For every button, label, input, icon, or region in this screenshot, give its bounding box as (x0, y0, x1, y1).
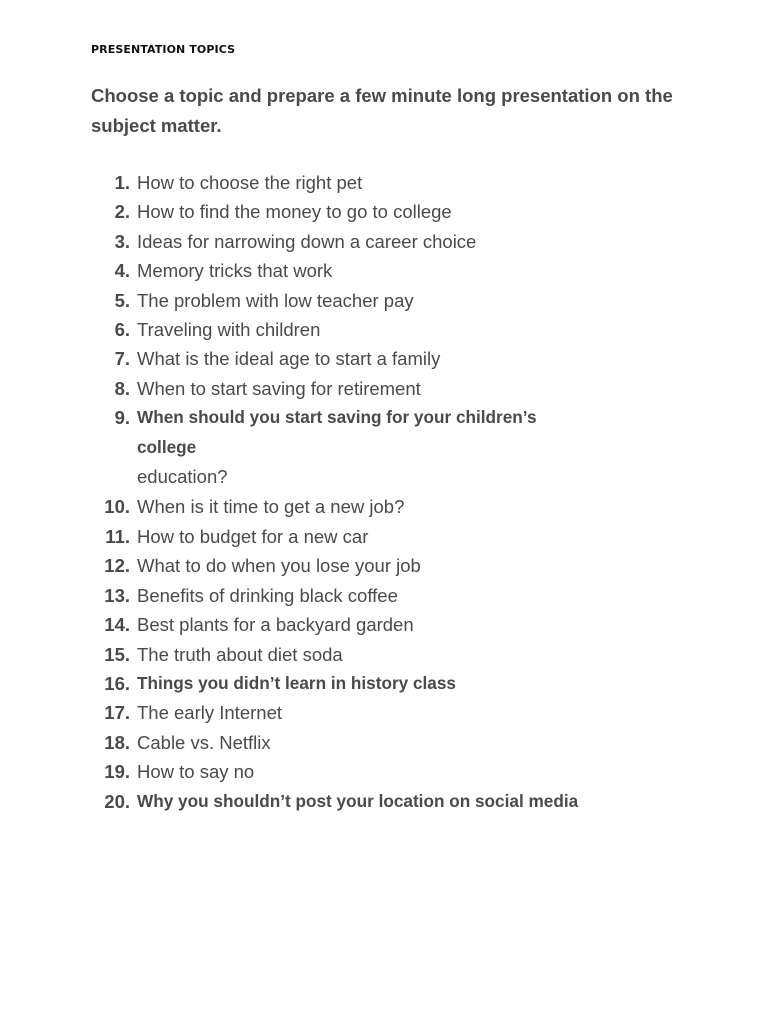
intro-paragraph: Choose a topic and prepare a few minute long presentation on the subject matter. (91, 85, 673, 136)
list-item-number: 18. (104, 731, 130, 753)
list-item-text: Why you shouldn’t post your location on social media (137, 790, 579, 811)
list-item-number: 15. (104, 643, 130, 665)
list-item-number: 17. (104, 702, 130, 724)
list-item-number: 2. (114, 201, 130, 223)
list-item-text-wrapper (137, 403, 597, 492)
list-item-number: 20. (104, 790, 130, 812)
list-item-number: 16. (104, 672, 130, 694)
list-item-number: 12. (104, 555, 130, 577)
list-item-text: What to do when you lose your job (137, 555, 421, 577)
list-item-text: Things you didn’t learn in history class (137, 672, 456, 693)
list-item (0, 787, 768, 816)
list-item-number: 6. (114, 319, 130, 341)
list-item-text: Best plants for a backyard garden (137, 614, 414, 636)
list-item (0, 227, 768, 256)
list-item-number: 14. (104, 614, 130, 636)
list-item-text: Traveling with children (137, 319, 321, 341)
list-item (0, 669, 768, 698)
list-item (0, 698, 768, 727)
list-item-text: Benefits of drinking black coffee (137, 584, 398, 606)
list-item-text: Ideas for narrowing down a career choice (137, 230, 477, 252)
list-item (0, 728, 768, 757)
list-item-number: 19. (104, 761, 130, 783)
list-item (0, 522, 768, 551)
list-item (0, 197, 768, 226)
list-item-text: What is the ideal age to start a family (137, 348, 441, 370)
list-item-number: 7. (114, 348, 130, 370)
list-item-text: How to say no (137, 761, 255, 783)
list-item (0, 757, 768, 786)
list-item (0, 581, 768, 610)
list-item-number: 9. (114, 407, 130, 429)
list-item (0, 256, 768, 285)
document-heading: PRESENTATION TOPICS (91, 43, 236, 56)
list-item-text: Memory tricks that work (137, 260, 333, 282)
list-item (0, 403, 768, 492)
topic-list (0, 168, 768, 816)
list-item-text-continuation: education? (137, 466, 228, 488)
list-item-number: 4. (114, 260, 130, 282)
list-item-number: 8. (114, 377, 130, 399)
list-item (0, 168, 768, 197)
list-item-text: When to start saving for retirement (137, 377, 421, 399)
list-item (0, 640, 768, 669)
list-item (0, 610, 768, 639)
list-item-text: The problem with low teacher pay (137, 289, 414, 311)
list-item-text: When is it time to get a new job? (137, 496, 405, 518)
list-item (0, 315, 768, 344)
list-item-number: 5. (114, 289, 130, 311)
list-item (0, 492, 768, 521)
list-item-text: When should you start saving for your children’s college (137, 407, 537, 457)
list-item-text: How to budget for a new car (137, 525, 369, 547)
list-item-text: Cable vs. Netflix (137, 731, 271, 753)
list-item-text: How to find the money to go to college (137, 201, 452, 223)
list-item (0, 286, 768, 315)
list-item-number: 11. (105, 525, 130, 547)
list-item (0, 374, 768, 403)
list-item-text: The early Internet (137, 702, 282, 724)
list-item-number: 1. (114, 172, 130, 193)
list-item-number: 3. (114, 230, 130, 252)
list-item-number: 13. (104, 584, 130, 606)
list-item (0, 551, 768, 580)
list-item-number: 10. (104, 496, 130, 518)
list-item-text: How to choose the right pet (137, 172, 363, 193)
list-item-text: The truth about diet soda (137, 643, 343, 665)
list-item (0, 344, 768, 373)
